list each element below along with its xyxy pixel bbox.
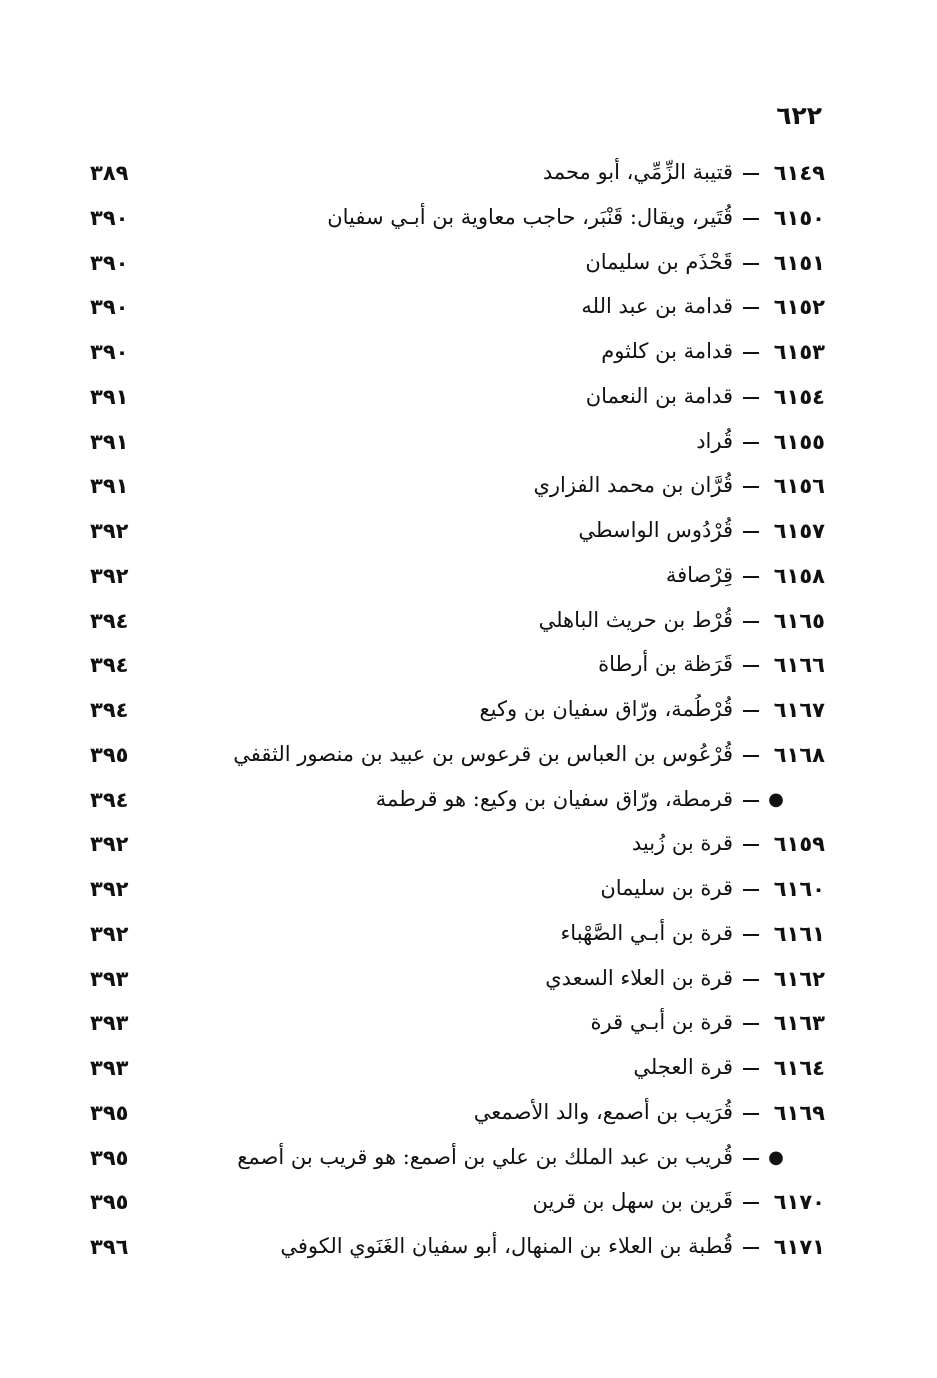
index-entry [90,780,825,825]
index-entry [90,1182,825,1227]
page-reference: ٣٩٦ [90,1235,129,1259]
entry-number: ٦١٦٣ [773,1011,825,1036]
entry-dash [743,218,759,220]
page-reference: ٣٩٢ [90,563,129,588]
entry-dash [743,934,759,936]
page-number: ٦٢٢ [776,101,822,130]
entry-dash [743,665,759,667]
page-reference: ٣٩١ [90,384,129,409]
page-reference: ٣٩٥ [90,1145,129,1170]
entry-number: ٦١٥٥ [773,429,825,454]
entry-number: ٦١٥٢ [773,295,825,320]
entry-dash [743,263,759,265]
entry-number: ٦١٦٢ [773,966,825,991]
entry-name: قدامة بن كلثوم [601,339,733,363]
index-entry [90,824,825,869]
entry-number: ٦١٥٠ [773,205,825,230]
entry-number: ٦١٦٨ [773,742,825,767]
page-reference: ٣٩٠ [90,295,129,320]
page-reference: ٣٩٤ [90,787,129,812]
entry-dash [743,1068,759,1070]
index-entry [90,869,825,914]
entry-dash [743,1202,759,1204]
index-entry [90,1003,825,1048]
page-reference: ٣٩٣ [90,1056,129,1080]
entry-dash [743,173,759,175]
entry-number: ٦١٦٧ [773,698,825,722]
index-entry [90,466,825,511]
entry-name: قُرْعُوس بن العباس بن قرعوس بن عبيد بن منصور الثقفي [233,741,733,766]
page-reference: ٣٩٠ [90,250,129,275]
index-entry [90,914,825,959]
index-entry [90,735,825,780]
entry-number: ٦١٥٩ [773,832,825,857]
page-reference: ٣٩٣ [90,1011,129,1036]
entry-dash [743,1158,759,1160]
index-entry [90,959,825,1004]
entry-dash [743,352,759,354]
index-entry [90,287,825,332]
index-entry [90,645,825,690]
entry-name: قدامة بن عبد الله [581,294,733,319]
entry-dash [743,755,759,757]
index-entry [90,422,825,467]
index-entry [90,243,825,288]
entry-dash [743,889,759,891]
entry-name: قدامة بن النعمان [585,383,733,408]
entry-name: قُتَير، ويقال: قَنْبَر، حاجب معاوية بن أبـي سفيان [327,204,733,229]
entry-name: قَحْذَم بن سليمان [585,249,733,274]
entry-name: قُرَّان بن محمد الفزاري [533,473,733,498]
entry-dash [743,710,759,712]
entry-number: ٦١٦٥ [773,608,825,633]
entry-name: قرمطة، ورّاق سفيان بن وكيع: هو قرطمة [375,786,733,811]
page-reference: ٣٩٣ [90,966,129,991]
entry-number: ٦١٥٦ [773,474,825,499]
entry-name: قرة العجلي [633,1055,733,1079]
entry-name: قِرْصافة [665,562,733,587]
index-entry [90,1138,825,1183]
entry-name: قرة بن سليمان [600,876,733,900]
entry-dash [743,307,759,309]
index-entry [90,1048,825,1093]
page-reference: ٣٨٩ [90,161,129,185]
entry-dash [743,1113,759,1115]
entry-number: ٦١٦٦ [773,653,825,678]
page-reference: ٣٩٥ [90,742,129,767]
entry-name: قُرْدُوس الواسطي [578,518,733,542]
entry-dash [743,442,759,444]
page-reference: ٣٩٢ [90,877,129,901]
index-entry [90,377,825,422]
entry-number: ٦١٥٣ [773,340,825,364]
index-entry [90,601,825,646]
page-reference: ٣٩٤ [90,698,129,722]
entry-name: قُطبة بن العلاء بن المنهال، أبو سفيان الغَنَوي الكوفي [280,1234,733,1258]
entry-name: قرة بن العلاء السعدي [545,965,733,990]
bullet-icon: ● [768,788,784,810]
page-reference: ٣٩٠ [90,205,129,230]
page-reference: ٣٩١ [90,474,129,499]
entry-dash [743,531,759,533]
entry-number: ٦١٤٩ [773,161,825,185]
entry-number: ٦١٧١ [773,1235,825,1259]
entry-name: قُراد [696,428,733,453]
page-reference: ٣٩٤ [90,653,129,678]
index-entry [90,1093,825,1138]
entry-dash [743,1023,759,1025]
page-reference: ٣٩٠ [90,340,129,364]
entry-name: قتيبة الزِّمِّي، أبو محمد [542,160,733,184]
entry-number: ٦١٦١ [773,921,825,946]
entry-name: قُرْط بن حريث الباهلي [538,607,733,632]
entry-dash [743,979,759,981]
entry-number: ٦١٧٠ [773,1190,825,1215]
entry-name: قرة بن زُبيد [631,831,733,856]
entry-number: ٦١٦٤ [773,1056,825,1080]
page-reference: ٣٩٥ [90,1190,129,1215]
entry-dash [743,844,759,846]
entry-name: قُرْطُمة، ورّاق سفيان بن وكيع [479,697,733,721]
entry-dash [743,1247,759,1249]
bullet-icon: ● [768,1146,784,1168]
index-entry [90,556,825,601]
entry-name: قرة بن أبـي قرة [590,1010,733,1035]
entry-dash [743,486,759,488]
entry-name: قُرَيب بن أصمع، والد الأصمعي [473,1099,733,1124]
page-reference: ٣٩٥ [90,1100,129,1125]
page-reference: ٣٩٢ [90,921,129,946]
entry-dash [743,576,759,578]
entry-name: قَرَظة بن أرطاة [598,652,733,677]
entry-number: ٦١٥٧ [773,519,825,543]
index-entry [90,690,825,735]
entry-name: قُريب بن عبد الملك بن علي بن أصمع: هو قريب بن أصمع [237,1144,733,1169]
index-entry [90,1227,825,1272]
entry-dash [743,621,759,623]
entry-dash [743,800,759,802]
entry-name: قرة بن أبـي الصَّهْباء [560,920,733,945]
index-list [90,153,825,1272]
entry-number: ٦١٦٩ [773,1100,825,1125]
page-reference: ٣٩٤ [90,608,129,633]
entry-number: ٦١٥٨ [773,563,825,588]
entry-number: ٦١٥١ [773,250,825,275]
page-reference: ٣٩٢ [90,832,129,857]
page-reference: ٣٩٢ [90,519,129,543]
page-reference: ٣٩١ [90,429,129,454]
entry-dash [743,397,759,399]
index-entry [90,511,825,556]
entry-number: ٦١٥٤ [773,384,825,409]
entry-name: قَرين بن سهل بن قرين [532,1189,733,1214]
entry-number: ٦١٦٠ [773,877,825,901]
index-entry [90,153,825,198]
index-entry [90,332,825,377]
index-entry [90,198,825,243]
